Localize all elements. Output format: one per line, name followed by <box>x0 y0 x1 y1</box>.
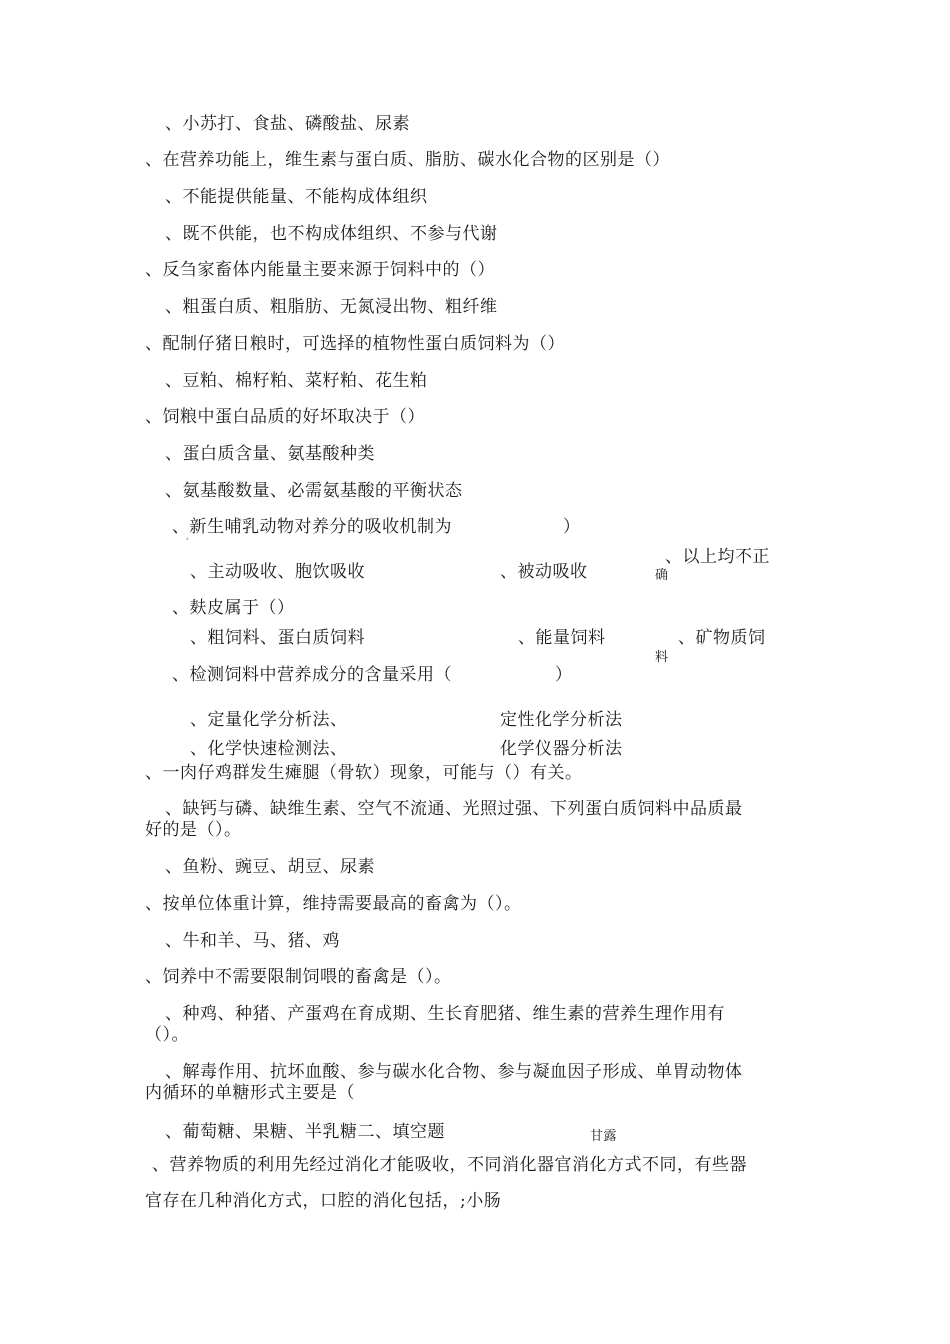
option: 、缺钙与磷、缺维生素、空气不流通、光照过强、下列蛋白质饲料中品质最 <box>165 799 743 819</box>
question: 、检测饲料中营养成分的含量采用（ <box>172 665 452 685</box>
option: 、既不供能，也不构成体组织、不参与代谢 <box>165 224 498 244</box>
question: 、配制仔猪日粮时，可选择的植物性蛋白质饲料为（） <box>145 334 565 354</box>
text-line: 、小苏打、食盐、磷酸盐、尿素 <box>165 114 410 134</box>
option: 、氨基酸数量、必需氨基酸的平衡状态 <box>165 481 463 501</box>
question: 、按单位体重计算，维持需要最高的畜禽为（）。 <box>145 894 522 914</box>
option: 、以上均不正 <box>665 547 770 567</box>
option: 、粗饲料、蛋白质饲料 <box>190 628 365 648</box>
option-wrap: 确 <box>655 568 669 583</box>
question-wrap: 好的是（）。 <box>145 820 242 840</box>
option: 化学仪器分析法 <box>500 739 623 759</box>
paren-close: ） <box>563 517 581 537</box>
option: 、不能提供能量、不能构成体组织 <box>165 187 428 207</box>
option: 、豆粕、棉籽粕、菜籽粕、花生粕 <box>165 371 428 391</box>
option-wrap: 料 <box>655 650 669 665</box>
question: 、在营养功能上，维生素与蛋白质、脂肪、碳水化合物的区别是（） <box>145 150 670 170</box>
question: 、反刍家畜体内能量主要来源于饲料中的（） <box>145 260 495 280</box>
question: 、一肉仔鸡群发生瘫腿（骨软）现象，可能与（）有关。 <box>145 763 583 783</box>
option: 、定量化学分析法、 <box>190 710 348 730</box>
option: 、主动吸收、胞饮吸收 <box>190 562 365 582</box>
fill-question: 、营养物质的利用先经过消化才能吸收，不同消化器官消化方式不同，有些器 <box>152 1155 747 1175</box>
option: 、鱼粉、豌豆、胡豆、尿素 <box>165 857 375 877</box>
fill-question-wrap: 官存在几种消化方式，口腔的消化包括，;小肠 <box>145 1191 502 1211</box>
option: 、被动吸收 <box>500 562 588 582</box>
question: 、新生哺乳动物对养分的吸收机制为 <box>172 517 452 537</box>
question-wrap: 内循环的单糖形式主要是（ <box>145 1083 355 1103</box>
option: 、葡萄糖、果糖、半乳糖二、填空题 <box>165 1122 445 1142</box>
question: 、麸皮属于（） <box>172 598 295 618</box>
option: 、能量饲料 <box>518 628 606 648</box>
option: 定性化学分析法 <box>500 710 623 730</box>
option-fragment: 甘露 <box>590 1129 618 1144</box>
option: 、种鸡、种猪、产蛋鸡在育成期、生长育肥猪、维生素的营养生理作用有 <box>165 1004 725 1024</box>
question-wrap: （）。 <box>145 1025 189 1045</box>
option: 、解毒作用、抗坏血酸、参与碳水化合物、参与凝血因子形成、单胃动物体 <box>165 1062 743 1082</box>
paren-close: ） <box>555 665 573 685</box>
scan-mark: ˊ <box>184 537 190 550</box>
option: 、粗蛋白质、粗脂肪、无氮浸出物、粗纤维 <box>165 297 498 317</box>
option: 、矿物质饲 <box>678 628 766 648</box>
option: 、蛋白质含量、氨基酸种类 <box>165 444 375 464</box>
question: 、饲粮中蛋白品质的好坏取决于（） <box>145 407 425 427</box>
option: 、化学快速检测法、 <box>190 739 348 759</box>
question: 、饲养中不需要限制饲喂的畜禽是（）。 <box>145 967 452 987</box>
option: 、牛和羊、马、猪、鸡 <box>165 931 340 951</box>
